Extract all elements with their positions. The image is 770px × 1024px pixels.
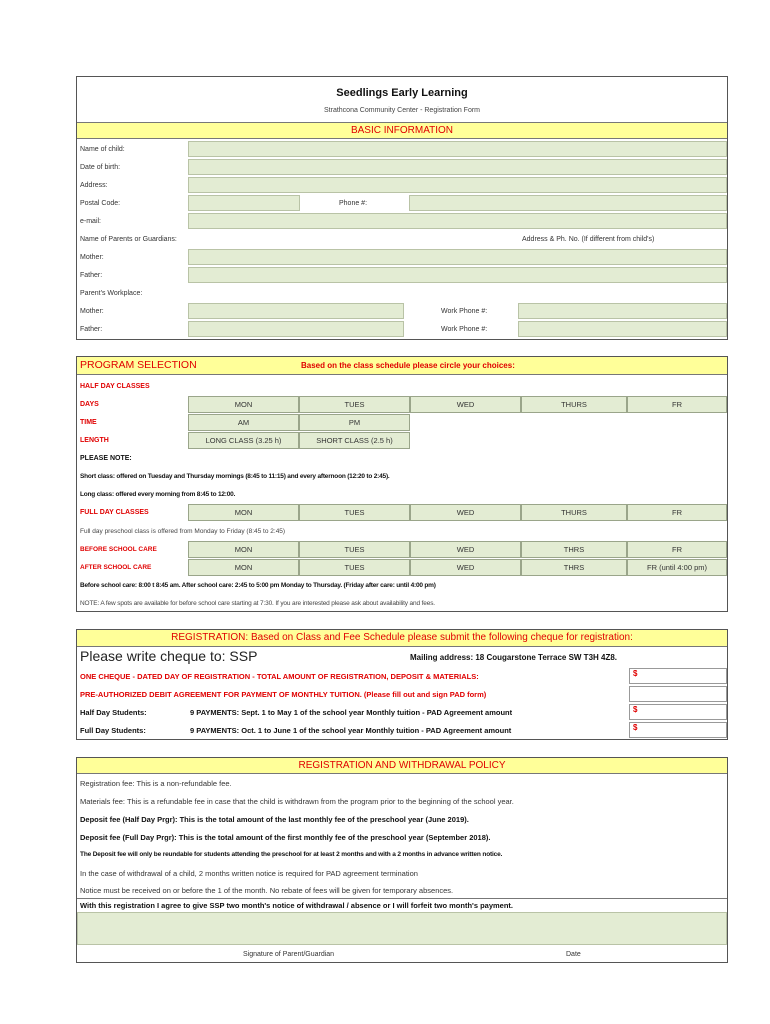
after-wed[interactable]: WED bbox=[410, 559, 521, 576]
address-label: Address: bbox=[80, 182, 108, 189]
pad-amount-blank[interactable] bbox=[629, 686, 727, 702]
address-phone-label: Address & Ph. No. (If different from child's) bbox=[522, 236, 655, 243]
days-label: DAYS bbox=[80, 401, 99, 408]
program-header-label: PROGRAM SELECTION bbox=[80, 359, 197, 371]
full-day-wed[interactable]: WED bbox=[410, 504, 521, 521]
full-day-payments: 9 PAYMENTS: Oct. 1 to June 1 of the school year Monthly tuition - PAD Agreement amount bbox=[190, 726, 512, 735]
spots-note: NOTE: A few spots are available for before school care starting at 7:30. If you are interested please ask about availability and fees. bbox=[80, 600, 435, 607]
after-mon[interactable]: MON bbox=[188, 559, 299, 576]
mother-workplace-label: Mother: bbox=[80, 308, 104, 315]
after-fr[interactable]: FR (until 4:00 pm) bbox=[627, 559, 727, 576]
withdrawal-text: In the case of withdrawal of a child, 2 months written notice is required for PAD agreement termination bbox=[80, 869, 418, 878]
after-tues[interactable]: TUES bbox=[299, 559, 410, 576]
after-thrs[interactable]: THRS bbox=[521, 559, 627, 576]
child-name-field[interactable] bbox=[188, 141, 727, 157]
agreement-text: With this registration I agree to give SSP two month's notice of withdrawal / absence or I will forfeit two month's payment. bbox=[80, 901, 514, 910]
father-work-phone-label: Work Phone #: bbox=[441, 326, 488, 333]
length-label: LENGTH bbox=[80, 437, 109, 444]
deposit-full-text: Deposit fee (Full Day Prgr): This is the total amount of the first monthly fee of the preschool year (September 2018). bbox=[80, 833, 491, 842]
policy-section bbox=[76, 757, 728, 963]
workplace-label: Parent's Workplace: bbox=[80, 290, 143, 297]
father-work-phone-field[interactable] bbox=[518, 321, 727, 337]
half-day-fr[interactable]: FR bbox=[627, 396, 727, 413]
full-day-amount[interactable]: $ bbox=[629, 722, 727, 738]
email-label: e-mail: bbox=[80, 218, 102, 225]
cheque-to: Please write cheque to: SSP bbox=[80, 648, 258, 664]
address-field[interactable] bbox=[188, 177, 727, 193]
please-note: PLEASE NOTE: bbox=[80, 455, 132, 462]
short-class-note: Short class: offered on Tuesday and Thursday mornings (8:45 to 11:15) and every afternoon (12:20 to 2:45). bbox=[80, 473, 390, 480]
time-am[interactable]: AM bbox=[188, 414, 299, 431]
form-subtitle: Strathcona Community Center - Registration Form bbox=[324, 107, 480, 114]
length-long[interactable]: LONG CLASS (3.25 h) bbox=[188, 432, 299, 449]
program-selection-section bbox=[76, 356, 728, 612]
half-day-wed[interactable]: WED bbox=[410, 396, 521, 413]
length-short[interactable]: SHORT CLASS (2.5 h) bbox=[299, 432, 410, 449]
deposit-refund-text: The Deposit fee will only be reundable for students attending the preschool for at least 2 months and with a 2 months in advance written notice. bbox=[80, 851, 503, 858]
registration-section bbox=[76, 629, 728, 740]
full-day-mon[interactable]: MON bbox=[188, 504, 299, 521]
program-instruction: Based on the class schedule please circle your choices: bbox=[301, 361, 515, 370]
registration-header bbox=[77, 630, 727, 647]
one-cheque-note: ONE CHEQUE - DATED DAY OF REGISTRATION - TOTAL AMOUNT OF REGISTRATION, DEPOSIT & MATERIALS: bbox=[80, 672, 479, 681]
full-day-fr[interactable]: FR bbox=[627, 504, 727, 521]
time-label: TIME bbox=[80, 419, 97, 426]
program-header bbox=[77, 357, 727, 375]
notice-text: Notice must be received on or before the 1 of the month. No rebate of fees will be given for temporary absences. bbox=[80, 886, 454, 895]
mother-workplace-field[interactable] bbox=[188, 303, 404, 319]
father-workplace-label: Father: bbox=[80, 326, 103, 333]
before-tues[interactable]: TUES bbox=[299, 541, 410, 558]
registration-fee-text: Registration fee: This is a non-refundable fee. bbox=[80, 779, 232, 788]
before-thrs[interactable]: THRS bbox=[521, 541, 627, 558]
mother-label: Mother: bbox=[80, 254, 104, 261]
full-day-label: FULL DAY CLASSES bbox=[80, 509, 149, 516]
half-day-mon[interactable]: MON bbox=[188, 396, 299, 413]
before-fr[interactable]: FR bbox=[627, 541, 727, 558]
child-name-label: Name of child: bbox=[80, 146, 125, 153]
half-day-tues[interactable]: TUES bbox=[299, 396, 410, 413]
phone-field[interactable] bbox=[409, 195, 727, 211]
father-field[interactable] bbox=[188, 267, 727, 283]
parents-label: Name of Parents or Guardians: bbox=[80, 236, 177, 243]
policy-header-label: REGISTRATION AND WITHDRAWAL POLICY bbox=[298, 760, 506, 771]
dob-field[interactable] bbox=[188, 159, 727, 175]
father-workplace-field[interactable] bbox=[188, 321, 404, 337]
before-care-label: BEFORE SCHOOL CARE bbox=[80, 546, 157, 553]
postal-code-label: Postal Code: bbox=[80, 200, 121, 207]
half-day-thurs[interactable]: THURS bbox=[521, 396, 627, 413]
full-day-tues[interactable]: TUES bbox=[299, 504, 410, 521]
one-cheque-amount[interactable]: $ bbox=[629, 668, 727, 684]
postal-code-field[interactable] bbox=[188, 195, 300, 211]
basic-info-header-label: BASIC INFORMATION bbox=[350, 125, 454, 136]
before-mon[interactable]: MON bbox=[188, 541, 299, 558]
registration-header-label: REGISTRATION: Based on Class and Fee Schedule please submit the following cheque for registration: bbox=[171, 632, 633, 643]
full-day-note: Full day preschool class is offered from Monday to Friday (8:45 to 2:45) bbox=[80, 528, 286, 535]
deposit-half-text: Deposit fee (Half Day Prgr): This is the total amount of the last monthly fee of the preschool year (June 2019). bbox=[80, 815, 469, 824]
email-field[interactable] bbox=[188, 213, 727, 229]
after-care-label: AFTER SCHOOL CARE bbox=[80, 564, 152, 571]
full-day-thurs[interactable]: THURS bbox=[521, 504, 627, 521]
half-day-payments: 9 PAYMENTS: Sept. 1 to May 1 of the school year Monthly tuition - PAD Agreement amount bbox=[190, 708, 513, 717]
dob-label: Date of birth: bbox=[80, 164, 121, 171]
form-title: Seedlings Early Learning bbox=[336, 87, 468, 99]
father-label: Father: bbox=[80, 272, 103, 279]
date-label: Date bbox=[566, 951, 581, 958]
agree-divider bbox=[77, 898, 727, 899]
policy-header bbox=[77, 758, 727, 774]
mailing-address: Mailing address: 18 Cougarstone Terrace SW T3H 4Z8. bbox=[410, 653, 618, 662]
half-day-amount[interactable]: $ bbox=[629, 704, 727, 720]
basic-info-header bbox=[77, 122, 727, 139]
materials-fee-text: Materials fee: This is a refundable fee in case that the child is withdrawn from the program prior to the beginning of the school year. bbox=[80, 797, 514, 806]
half-day-label: HALF DAY CLASSES bbox=[80, 383, 150, 390]
basic-info-section bbox=[76, 76, 728, 340]
mother-field[interactable] bbox=[188, 249, 727, 265]
mother-work-phone-field[interactable] bbox=[518, 303, 727, 319]
pad-note: PRE-AUTHORIZED DEBIT AGREEMENT FOR PAYMENT OF MONTHLY TUITION. (Please fill out and sign PAD form) bbox=[80, 690, 487, 699]
mother-work-phone-label: Work Phone #: bbox=[441, 308, 488, 315]
phone-label: Phone #: bbox=[339, 200, 368, 207]
long-class-note: Long class: offered every morning from 8:45 to 12:00. bbox=[80, 491, 236, 498]
time-pm[interactable]: PM bbox=[299, 414, 410, 431]
care-times-note: Before school care: 8:00 t 8:45 am. After school care: 2:45 to 5:00 pm Monday to Thursday. (Friday after care: until 4:00 pm) bbox=[80, 582, 436, 589]
full-day-students: Full Day Students: bbox=[80, 726, 146, 735]
signature-field[interactable] bbox=[77, 912, 727, 945]
signature-label: Signature of Parent/Guardian bbox=[243, 951, 335, 958]
half-day-students: Half Day Students: bbox=[80, 708, 147, 717]
before-wed[interactable]: WED bbox=[410, 541, 521, 558]
